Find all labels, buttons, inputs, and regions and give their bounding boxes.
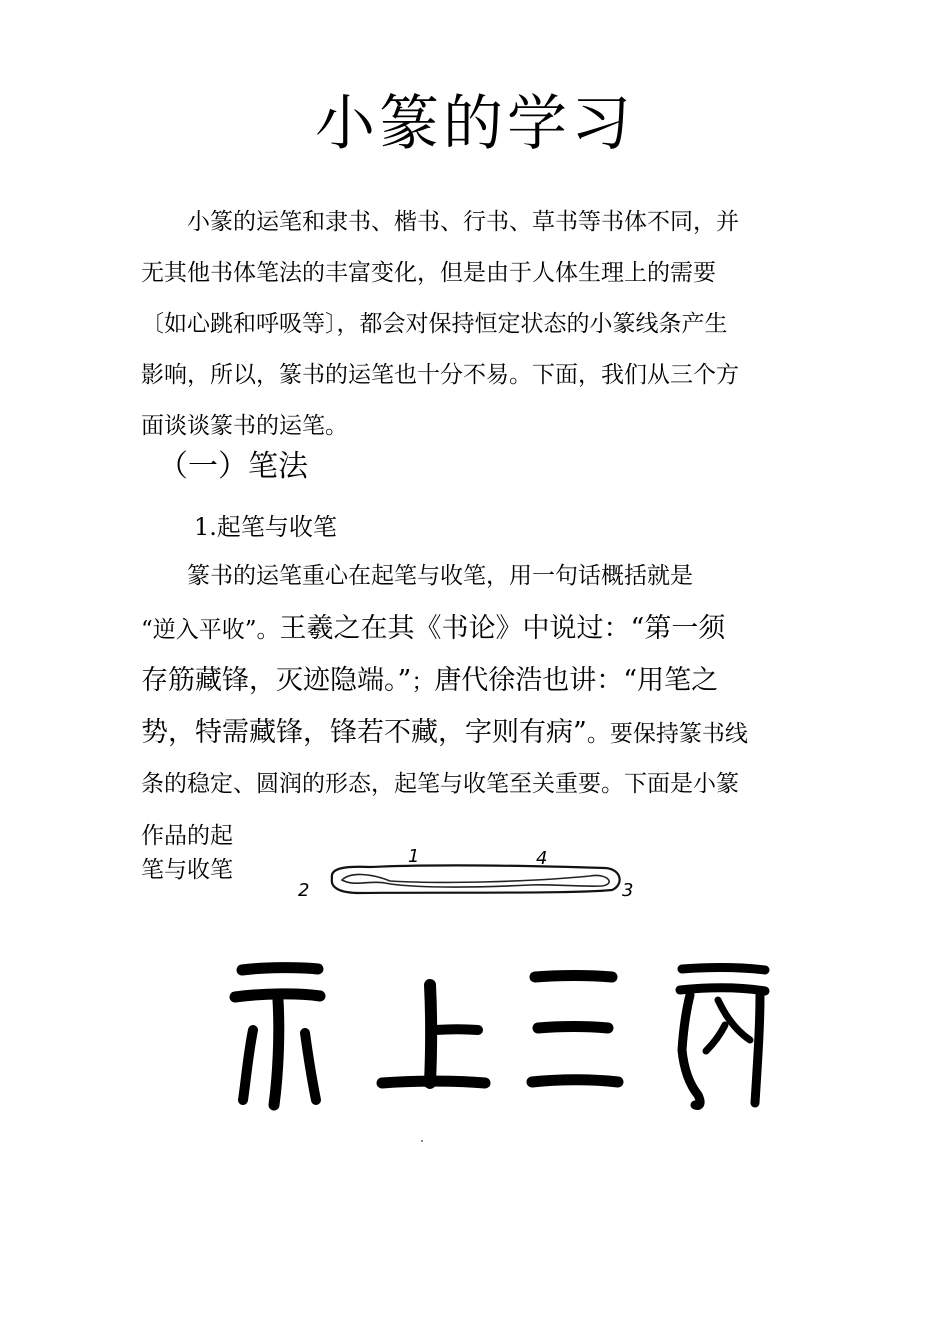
body-line xyxy=(141,603,816,655)
intro-line: 面谈谈篆书的运笔。 xyxy=(141,413,348,439)
stroke-label-2: 2 xyxy=(298,880,310,901)
subsection-heading: 1.起笔与收笔 xyxy=(194,513,337,541)
seal-character-xi xyxy=(680,968,765,1106)
body-line: 条的稳定、圆润的形态，起笔与收笔至关重要。下面是小篆 xyxy=(141,771,739,797)
seal-script-examples xyxy=(220,955,780,1120)
seal-character-shi xyxy=(235,968,320,1105)
intro-line: 无其他书体笔法的丰富变化，但是由于人体生理上的需要 xyxy=(141,260,716,286)
stroke-order-diagram xyxy=(290,840,640,915)
body-text: 。要保持篆书线 xyxy=(586,721,748,747)
body-text: “逆入平收”。 xyxy=(141,617,280,643)
seal-character-san xyxy=(532,976,618,1083)
body-line: 篆书的运笔重心在起笔与收笔，用一句话概括就是 xyxy=(141,563,693,589)
figure-caption: 笔与收笔 xyxy=(141,857,233,883)
intro-paragraph xyxy=(141,197,816,452)
body-line xyxy=(141,707,816,759)
stroke-label-3: 3 xyxy=(622,880,634,901)
body-paragraph xyxy=(141,551,816,863)
body-line: 作品的起 xyxy=(141,823,233,849)
body-text: 存筋藏锋，灭迹隐端。” xyxy=(141,665,412,696)
body-text: 唐代徐浩也讲：“用笔之 xyxy=(434,665,719,696)
body-text: ； xyxy=(411,669,435,695)
stroke-label-1: 1 xyxy=(408,846,420,867)
stroke-outline xyxy=(332,865,620,893)
intro-line: 〔如心跳和呼吸等〕，都会对保持恒定状态的小篆线条产生 xyxy=(141,311,728,337)
section-heading: （一）笔法 xyxy=(158,449,308,484)
intro-line: 小篆的运笔和隶书、楷书、行书、草书等书体不同，并 xyxy=(141,209,739,235)
intro-line: 影响，所以，篆书的运笔也十分不易。下面，我们从三个方 xyxy=(141,362,739,388)
body-text: 势，特需藏锋，锋若不藏，字则有病” xyxy=(141,717,587,748)
stray-mark xyxy=(421,1140,423,1142)
stroke-label-4: 4 xyxy=(536,848,548,869)
seal-character-shang xyxy=(382,985,485,1083)
body-text: 王羲之在其《书论》中说过：“第一须 xyxy=(279,613,726,644)
stroke-inner-path xyxy=(342,874,609,887)
page-title: 小篆的学习 xyxy=(315,89,635,159)
body-line xyxy=(141,655,816,707)
